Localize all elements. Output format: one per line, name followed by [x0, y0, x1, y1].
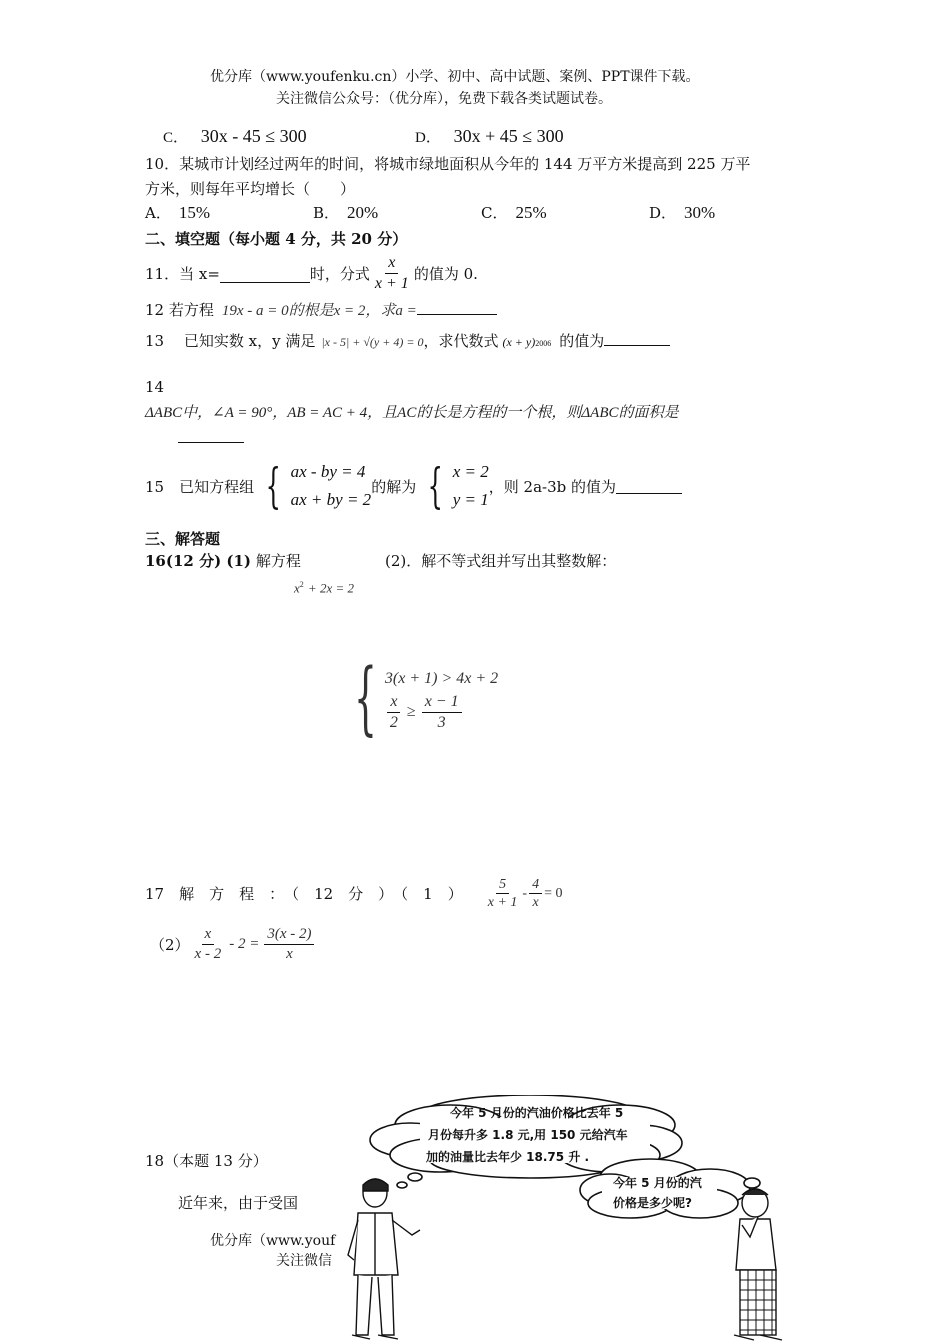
q11-prefix: 11．当 x=: [145, 264, 220, 283]
q17-e1-frac-1: [485, 877, 521, 911]
q16-ineq2-left: [387, 693, 401, 731]
q17-e2-mid: - 2 =: [229, 935, 260, 952]
q10-option-d-value: 30%: [684, 203, 716, 222]
q10-line-2: 方米，则每年平均增长（ ）: [145, 180, 356, 198]
q13-mid: ，求代数式: [423, 332, 499, 350]
header-line-2: 关注微信公众号：（优分库），免费下载各类试题试卷。: [276, 91, 612, 107]
q10-option-a: [145, 202, 210, 223]
q9-option-c-expr: 30x - 45 ≤ 300: [200, 126, 307, 146]
q17-equation-1: [483, 877, 563, 911]
q14-number: 14: [145, 378, 165, 396]
left-man-figure: [348, 1179, 420, 1339]
q16-eq-rest: + 2x = 2: [307, 580, 354, 596]
q17-e1-rhs: = 0: [544, 885, 563, 901]
q10-option-d: [649, 202, 715, 223]
q18-label: 18（本题 13 分）: [145, 1152, 268, 1170]
q12-expr: 19x - a = 0的根是x = 2，求a =: [221, 303, 417, 319]
q15-answer-blank[interactable]: [616, 479, 682, 494]
q10-option-c-label: C．: [481, 204, 508, 222]
q10-option-a-value: 15%: [178, 203, 211, 222]
q16-eq-exp: 2: [299, 580, 304, 589]
q16-ineq2-left-num: x: [387, 693, 400, 713]
q11-suffix: 的值为 0.: [413, 264, 478, 283]
bubble-1-line-2: 月份每升多 1.8 元,用 150 元给汽车: [428, 1128, 628, 1142]
q16-heading: [145, 550, 301, 571]
q10-option-c: [481, 202, 547, 223]
q17-p2-label: （2）: [150, 935, 190, 954]
q12-prefix: 12 若方程: [145, 301, 214, 319]
q17-e1-f2-num: 4: [529, 877, 542, 894]
q11: [145, 254, 478, 292]
q16-brace: {: [353, 651, 377, 744]
q16-inequality-system: [340, 651, 499, 744]
q16-eq-base: x: [294, 580, 300, 596]
q13-expr-exp: 2006: [535, 339, 552, 348]
q9-option-c: [163, 126, 307, 147]
q15-mid: 的解为: [371, 477, 417, 496]
q17-e1-minus: -: [522, 885, 528, 901]
q13-condition: |x - 5| + √(y + 4) = 0: [321, 335, 424, 349]
q18-text: 近年来，由于受国: [178, 1194, 299, 1212]
right-boy-figure: [734, 1189, 782, 1340]
q10-option-b: [313, 202, 378, 223]
q17-e1-f2-den: x: [532, 895, 539, 911]
q14-answer-blank[interactable]: [178, 428, 244, 443]
q17-e2-f1-num: x: [202, 926, 215, 945]
bubble-2-line-1: 今年 5 月份的汽: [613, 1176, 702, 1190]
q15-eq-1: ax - by = 4: [290, 462, 366, 481]
q11-mid: 时，分式: [309, 264, 370, 283]
q17-part-2: [150, 926, 316, 962]
q18-illustration: [330, 1095, 800, 1344]
q17-part-1: [145, 877, 562, 911]
q17-e2-frac-1: [192, 926, 225, 962]
q15-eq-2: ax + by = 2: [290, 490, 372, 509]
q11-frac-num: x: [385, 254, 398, 274]
q17-e1-f1-num: 5: [496, 877, 509, 894]
q16-ineq2-op: ≥: [406, 703, 416, 720]
q13-prefix: 13 已知实数 x，y 满足: [145, 332, 316, 350]
q14-text: ΔABC中，∠A = 90°，AB = AC + 4，且AC的长是方程的一个根，则ΔABC的面积是: [145, 405, 679, 421]
q10-option-b-value: 20%: [347, 203, 379, 222]
q16-ineq2-right: [422, 693, 462, 731]
q16-ineq-2: [385, 693, 498, 731]
section-3-title: 三、解答题: [145, 530, 221, 548]
q11-frac-den: x + 1: [374, 274, 409, 292]
q13-suffix: 的值为: [559, 332, 605, 350]
q15-solution-brace: {: [427, 458, 444, 514]
q10-option-b-label: B．: [313, 204, 340, 222]
q13: [145, 330, 670, 351]
q11-answer-blank[interactable]: [220, 264, 310, 283]
q12: [145, 299, 497, 320]
q10-option-a-label: A．: [145, 204, 171, 222]
q17-e2-f2-den: x: [286, 945, 293, 962]
q16-ineq2-left-den: 2: [389, 713, 398, 731]
q12-answer-blank[interactable]: [417, 300, 497, 315]
q13-expr-base: (x + y): [502, 335, 536, 349]
q9-option-d-expr: 30x + 45 ≤ 300: [453, 126, 564, 146]
q16-ineq-1: 3(x + 1) > 4x + 2: [384, 669, 499, 687]
q16-inequalities: [385, 665, 498, 731]
q10-option-d-label: D．: [649, 204, 677, 222]
bubble-1-line-1: 今年 5 月份的汽油价格比去年 5: [450, 1106, 624, 1120]
q16-ineq2-right-num: x − 1: [422, 693, 462, 713]
q16-ineq2-right-den: 3: [437, 713, 446, 731]
section-2-title: 二、填空题（每小题 4 分，共 20 分）: [145, 230, 408, 248]
q13-answer-blank[interactable]: [604, 331, 670, 346]
q15-suffix: ，则 2a-3b 的值为: [488, 477, 617, 496]
q9-option-d: [415, 126, 564, 147]
q16-label: 16(12 分) (1): [145, 552, 252, 570]
q15-system-brace: {: [265, 458, 282, 514]
q16-part2: (2)．解不等式组并写出其整数解：: [385, 552, 617, 570]
q16-part1: 解方程: [255, 552, 301, 570]
q9-option-c-label: C．: [163, 130, 189, 146]
q15-prefix: 15 已知方程组: [145, 477, 255, 496]
q9-option-d-label: D．: [415, 130, 441, 146]
q15: [145, 458, 682, 514]
q10-option-c-value: 25%: [515, 203, 547, 222]
q15-solution: [453, 458, 489, 514]
bubble-1-line-3: 加的油量比去年少 18.75 升 .: [426, 1150, 590, 1164]
q15-sol-1: x = 2: [452, 462, 489, 481]
q17-e1-f1-den: x + 1: [487, 895, 518, 911]
footer-line-1: 优分库（www.youf: [210, 1233, 336, 1249]
q17-equation-2: [190, 926, 317, 962]
q15-system: [291, 458, 372, 514]
q17-e2-frac-2: [264, 926, 314, 962]
bubble-2-line-2: 价格是多少呢?: [613, 1196, 692, 1210]
header-line-1: 优分库（www.youfenku.cn）小学、初中、高中试题、案例、PPT课件下载。: [210, 69, 700, 85]
q17-prefix: 17 解 方 程 ： （ 12 分 ） （ 1 ）: [145, 885, 463, 904]
q11-fraction: [372, 254, 412, 292]
q15-sol-2: y = 1: [452, 490, 489, 509]
q16-equation: [294, 580, 354, 596]
q10-line-1: 10．某城市计划经过两年的时间，将城市绿地面积从今年的 144 万平方米提高到 225 万平: [145, 155, 751, 173]
q17-e2-f2-num: 3(x - 2): [264, 926, 314, 945]
q17-e1-frac-2: [529, 877, 542, 911]
q17-e2-f1-den: x - 2: [194, 945, 222, 962]
footer-line-2: 关注微信: [276, 1253, 332, 1269]
